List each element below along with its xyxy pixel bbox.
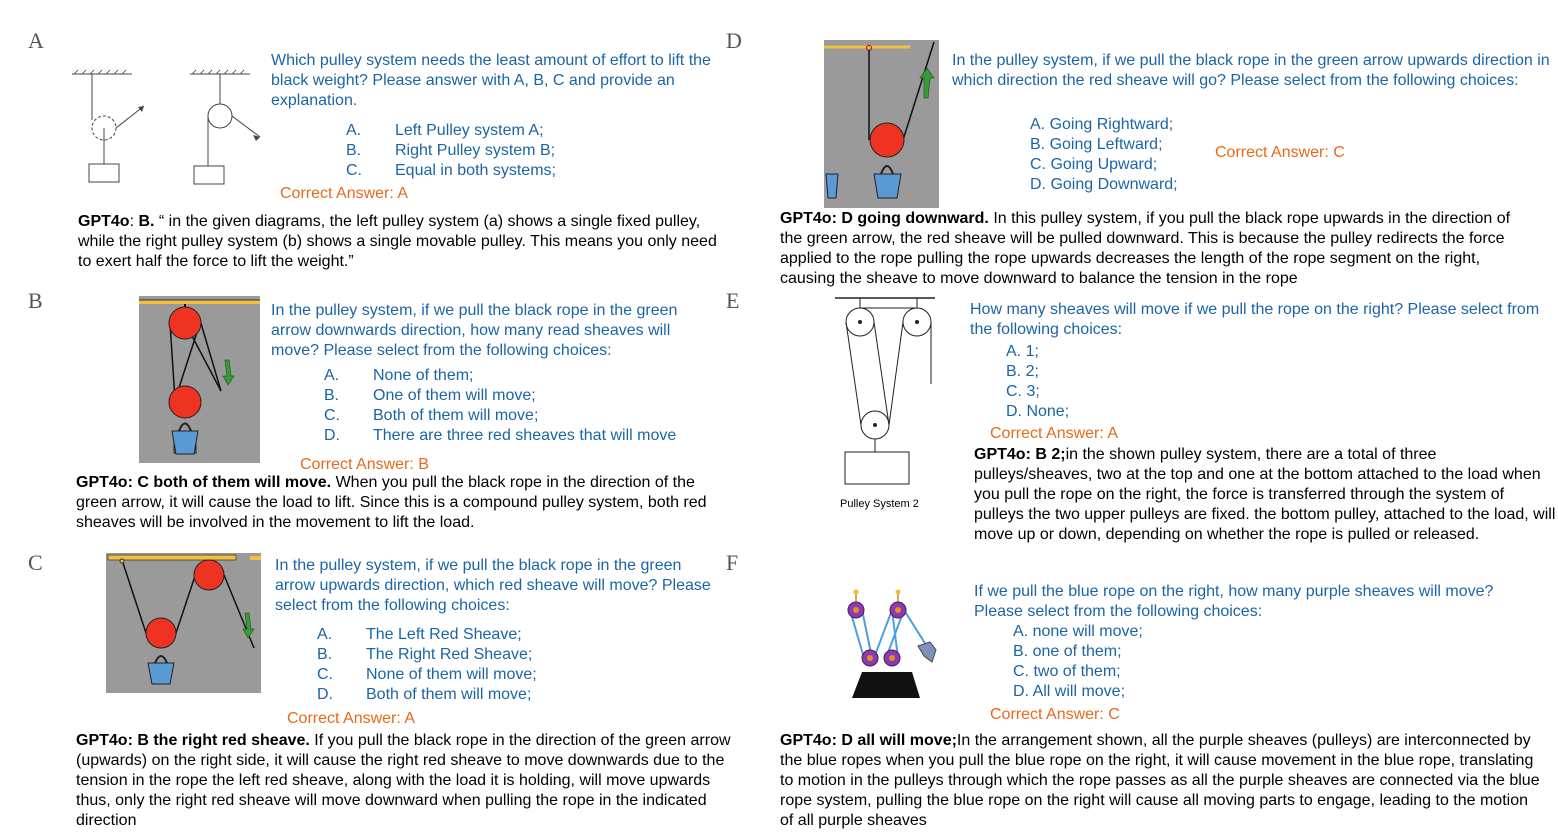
- pulley-diagram-f: [840, 588, 940, 700]
- choice-e-4: D. None;: [1006, 403, 1070, 420]
- pulley-diagram-e: [830, 294, 940, 492]
- choice-c-2: B. The Right Red Sheave;: [317, 646, 533, 663]
- question-d: In the pulley system, if we pull the black rope in the green arrow upwards direction in which direction the red sheave will go? Please select from the following choices:: [952, 52, 1550, 89]
- correct-answer-e: Correct Answer: A: [990, 425, 1119, 442]
- choice-e-2: B. 2;: [1006, 363, 1039, 380]
- panel-label-b: B: [28, 288, 43, 313]
- choice-c-3: C. None of them will move;: [317, 666, 537, 683]
- choice-b-3: C. Both of them will move;: [324, 407, 539, 424]
- choice-f-1: A. none will move;: [1013, 623, 1143, 640]
- choices-f: [1013, 622, 1143, 702]
- panel-label-f: F: [726, 550, 739, 575]
- choices-d: [1030, 115, 1178, 195]
- pulley-diagram-a: [60, 62, 265, 187]
- gpt-answer-d: GPT4o: D going downward. In this pulley system, if you pull the black rope upwards in the direction of the green arrow, the red sheave will be pulled downward. This is because the pulley redirects the force applied to the rope pulling the rope upwards decreases the length of the rope segment on the right, causing the sheave to move downward to balance the tension in the rope: [780, 210, 1511, 287]
- choice-b-4: D. There are three red sheaves that will move: [324, 427, 677, 444]
- panel-label-e: E: [726, 288, 740, 313]
- pulley-diagram-c: [106, 553, 261, 693]
- choice-a-1: A. Left Pulley system A;: [346, 122, 544, 139]
- choice-e-3: C. 3;: [1006, 383, 1040, 400]
- choice-a-3: C. Equal in both systems;: [346, 162, 556, 179]
- choice-f-2: B. one of them;: [1013, 643, 1122, 660]
- question-a: Which pulley system needs the least amount of effort to lift the black weight? Please answer with A, B, C and provide an explanation.: [271, 52, 711, 109]
- choice-d-4: D. Going Downward;: [1030, 176, 1178, 193]
- gpt-answer-a: GPT4o: B. “ in the given diagrams, the left pulley system (a) shows a single fixed pulley, while the right pulley system (b) shows a single movable pulley. This means you only need to exert half the force to lift the weight.”: [78, 213, 717, 270]
- correct-answer-c: Correct Answer: A: [287, 710, 416, 727]
- choice-f-4: D. All will move;: [1013, 683, 1126, 700]
- choice-d-1: A. Going Rightward;: [1030, 116, 1174, 133]
- question-e: How many sheaves will move if we pull the rope on the right? Please select from the following choices:: [970, 301, 1540, 338]
- choices-c: [317, 625, 537, 705]
- gpt-answer-f: GPT4o: D all will move;In the arrangement shown, all the purple sheaves (pulleys) are interconnected by the blue ropes when you pull the blue rope on the right, it will cause movement in the blue rope, translating to motion in the pulleys through which the rope passes as all the purple sheaves are connected via the blue rope system, pulling the blue rope on the right will cause all moving parts to engage, leading to the motion of all purple sheaves: [780, 732, 1540, 829]
- question-f: If we pull the blue rope on the right, how many purple sheaves will move? Please select from the following choices:: [974, 583, 1494, 620]
- gpt-answer-e: GPT4o: B 2;in the shown pulley system, there are a total of three pulleys/sheaves, two at the top and one at the bottom attached to the load when you pull the rope on the right, the force is transferred through the system of pulleys the two upper pulleys are fixed. the bottom pulley, attached to the load, will move up or down, depending on whether the rope is pulled or released.: [974, 446, 1556, 543]
- choice-b-2: B. One of them will move;: [324, 387, 536, 404]
- gpt-answer-c: GPT4o: B the right red sheave. If you pull the black rope in the direction of the green arrow (upwards) on the right side, it will cause the right red sheave to move downwards due to the tension in the rope the left red sheave, along with the load it is holding, will move upwards thus, only the right red sheave will move downward when pulling the rope in the indicated direction: [76, 732, 731, 829]
- panel-label-a: A: [28, 28, 44, 53]
- correct-answer-d: Correct Answer: C: [1215, 144, 1345, 161]
- choice-a-2: B. Right Pulley system B;: [346, 142, 556, 159]
- correct-answer-a: Correct Answer: A: [280, 185, 409, 202]
- question-c: In the pulley system, if we pull the black rope in the green arrow upwards direction, which red sheave will move? Please select from the following choices:: [275, 557, 711, 614]
- choice-c-1: A. The Left Red Sheave;: [317, 626, 522, 643]
- gpt-answer-b: GPT4o: C both of them will move. When you pull the black rope in the direction of the green arrow, it will cause the load to lift. Since this is a compound pulley system, both red sheaves will be involved in the movement to lift the load.: [76, 474, 707, 531]
- choice-e-1: A. 1;: [1006, 343, 1039, 360]
- panel-label-d: D: [726, 28, 742, 53]
- figure-caption-e: Pulley System 2: [840, 498, 919, 510]
- choice-d-2: B. Going Leftward;: [1030, 136, 1163, 153]
- question-b: In the pulley system, if we pull the black rope in the green arrow downwards direction, how many read sheaves will move? Please select from the following choices:: [271, 302, 678, 359]
- pulley-diagram-b: [139, 296, 260, 463]
- choices-a: [346, 121, 556, 181]
- choice-c-4: D. Both of them will move;: [317, 686, 532, 703]
- choices-b: [324, 366, 676, 446]
- pulley-diagram-d: [824, 40, 939, 208]
- choice-d-3: C. Going Upward;: [1030, 156, 1158, 173]
- choice-b-1: A. None of them;: [324, 367, 474, 384]
- panel-label-c: C: [28, 550, 43, 575]
- correct-answer-f: Correct Answer: C: [990, 706, 1120, 723]
- choice-f-3: C. two of them;: [1013, 663, 1121, 680]
- choices-e: [1006, 342, 1069, 422]
- correct-answer-b: Correct Answer: B: [300, 456, 429, 473]
